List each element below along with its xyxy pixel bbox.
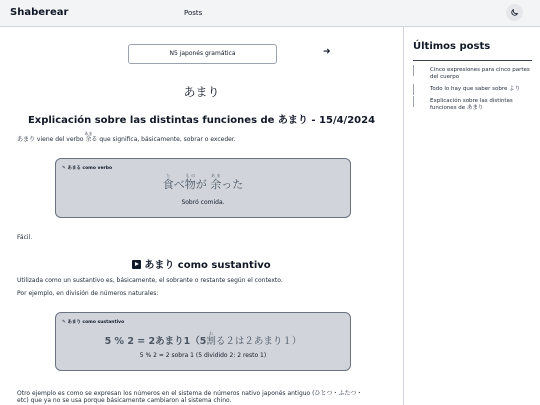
theme-toggle-button[interactable] xyxy=(506,4,523,21)
example-sentence: 食たべ物ものが 余あまった xyxy=(162,173,244,191)
card-tag: ✎ あまる como verbo xyxy=(62,166,113,171)
top-navbar xyxy=(0,0,540,27)
sidebar-post-link[interactable]: Explicación sobre las distintas funciones de あまり xyxy=(413,98,537,112)
facil-text: Fácil. xyxy=(17,234,33,241)
brand-logo[interactable]: Shaberear xyxy=(10,7,69,18)
intro-paragraph: あまり viene del verbo 余あまる que significa, básicamente, sobrar o exceder. xyxy=(17,131,236,143)
sidebar-post-list xyxy=(413,67,537,117)
paragraph-native-numbers-line2: etc) que ya no se usa porque básicamente cambiaron al sistema chino. xyxy=(17,397,232,404)
search-input[interactable]: N5 japonés gramática xyxy=(128,44,277,64)
example-card-verb xyxy=(55,158,351,218)
sidebar xyxy=(403,27,540,405)
main-content xyxy=(0,27,403,405)
example-translation: Sobró comida. xyxy=(181,199,225,206)
paragraph-native-numbers-line1: Otro ejemplo es como se expresan los números en el sistema de números nativo japonés antiguo (ひとつ・ふたつ・ xyxy=(17,390,363,397)
example-translation: 5 % 2 = 2 sobra 1 (5 dividido 2: 2 resto 1) xyxy=(139,352,267,359)
paragraph-example: Por ejemplo, en división de números naturales: xyxy=(17,290,159,297)
example-card-noun xyxy=(55,312,351,371)
card-tag: ✎ あまり como sustantivo xyxy=(62,320,125,325)
sidebar-post-link[interactable]: Cinco expresiones para cinco partes del cuerpo xyxy=(413,67,537,81)
paragraph-sustantivo: Utilizada como un sustantivo es, básicamente, el sobrante o restante según el contexto. xyxy=(17,277,283,284)
search-submit-arrow-icon[interactable]: ➜ xyxy=(323,47,331,57)
page-title: あまり xyxy=(183,85,220,99)
play-icon xyxy=(132,260,141,269)
article-heading: Explicación sobre las distintas funciones de あまり - 15/4/2024 xyxy=(27,115,376,126)
sidebar-post-link[interactable]: Todo lo hay que saber sobre より xyxy=(413,86,537,93)
sidebar-divider xyxy=(413,60,532,61)
moon-icon xyxy=(510,8,519,17)
sidebar-title: Últimos posts xyxy=(413,41,491,52)
section-heading-sustantivo: あまり como sustantivo xyxy=(0,256,403,271)
nav-link-posts[interactable]: Posts xyxy=(184,9,203,17)
example-equation: 5 % 2 = 2あまり1（5割わる２は２あまり１） xyxy=(104,331,302,347)
